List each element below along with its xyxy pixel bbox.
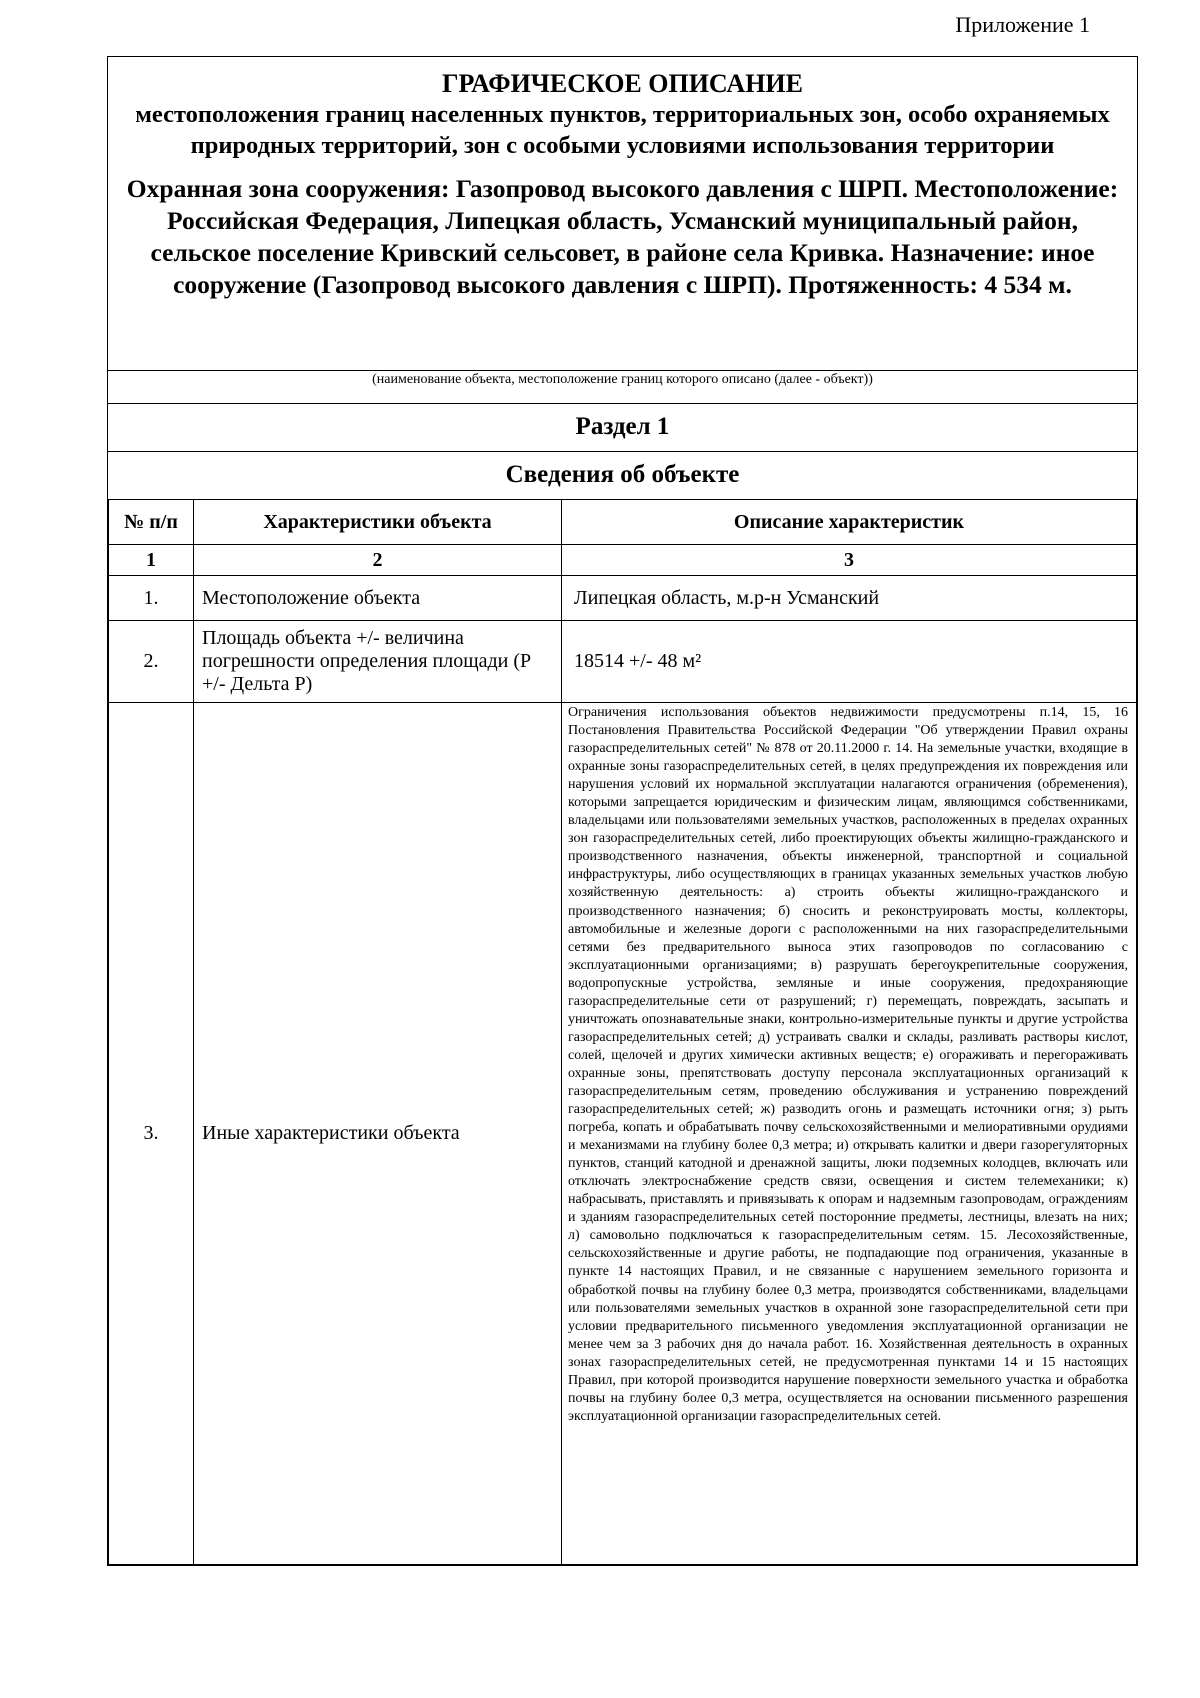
table-row — [109, 621, 1137, 703]
row-number: 1. — [109, 576, 194, 621]
column-header: Описание характеристик — [562, 500, 1137, 545]
column-number: 3 — [562, 545, 1137, 576]
object-table — [108, 499, 1137, 1565]
table-header-row — [109, 500, 1137, 545]
column-header: № п/п — [109, 500, 194, 545]
column-number-row — [109, 545, 1137, 576]
row-description: Липецкая область, м.р-н Усманский — [562, 576, 1137, 621]
row-description: Ограничения использования объектов недвижимости предусмотрены п.14, 15, 16 Постановления Правительства Российской Федерации "Об утверждении Правил охраны газораспределительных сетей" № 878 от 20.11.2000 г. 14. На земельные участки, входящие в охранные зоны газораспределительных сетей, в целях предупреждения их повреждения или нарушения условий их нормальной эксплуатации налагаются ограничения (обременения), которыми запрещается юридическим и физическим лицам, являющимся собственниками, владельцами или пользователями земельных участков, расположенных в пределах охранных зон газораспределительных сетей, либо проектирующих объекты жилищно-гражданского и производственного назначения, объекты инженерной, транспортной и социальной инфраструктуры, либо осуществляющих в границах указанных земельных участков любую хозяйственную деятельность: а) строить объекты жилищно-гражданского и производственного назначения; б) сносить и реконструировать мосты, коллекторы, автомобильные и железные дороги с расположенными на них газораспределительными сетями без предварительного выноса этих газопроводов по согласованию с эксплуатационными организациями; в) разрушать берегоукрепительные сооружения, водопропускные устройства, земляные и иные сооружения, предохраняющие газораспределительные сети от разрушений; г) перемещать, повреждать, засыпать и уничтожать опознавательные знаки, контрольно-измерительные пункты и другие устройства газораспределительных сетей; д) устраивать свалки и склады, разливать растворы кислот, солей, щелочей и других химически активных веществ; е) огораживать и перегораживать охранные зоны, препятствовать доступу персонала эксплуатационных организаций к газораспределительным сетям, проведению обслуживания и устранению повреждений газораспределительных сетей; ж) разводить огонь и размещать источники огня; з) рыть погреба, копать и обрабатывать почву сельскохозяйственными и мелиоративными орудиями и механизмами на глубину более 0,3 метра; и) открывать калитки и двери газорегуляторных пунктов, станций катодной и дренажной защиты, люки подземных колодцев, включать или отключать электроснабжение средств связи, освещения и систем телемеханики; к) набрасывать, приставлять и привязывать к опорам и надземным газопроводам, ограждениям и зданиям газораспределительных сетей посторонние предметы, лестницы, влезать на них; л) самовольно подключаться к газораспределительным сетям. 15. Лесохозяйственные, сельскохозяйственные и другие работы, не подпадающие под ограничения, указанные в пункте 14 настоящих Правил, и не связанные с нарушением земельного горизонта и обработкой почвы на глубину более 0,3 метра, производятся собственниками, владельцами или пользователями земельных участков в охранной зоне газораспределительной сети при условии предварительного письменного уведомления эксплуатационной организации не менее чем за 3 рабочих дня до начала работ. 16. Хозяйственная деятельность в охранных зонах газораспределительных сетей, не предусмотренная пунктами 14 и 15 настоящих Правил, при которой производится нарушение поверхности земельного участка и обработка почвы на глубину более 0,3 метра, осуществляется на основании письменного разрешения эксплуатационной организации газораспределительных сетей. — [562, 703, 1137, 1565]
row-description: 18514 +/- 48 м² — [562, 621, 1137, 703]
appendix-label: Приложение 1 — [955, 12, 1090, 37]
section-title: Раздел 1 — [575, 413, 670, 440]
row-characteristic: Иные характеристики объекта — [194, 703, 562, 1565]
row-characteristic: Местоположение объекта — [194, 576, 562, 621]
column-number: 2 — [194, 545, 562, 576]
column-header: Характеристики объекта — [194, 500, 562, 545]
row-number: 3. — [109, 703, 194, 1565]
table-row — [109, 576, 1137, 621]
document-header — [108, 57, 1137, 370]
row-characteristic: Площадь объекта +/- величина погрешности определения площади (Р +/- Дельта Р) — [194, 621, 562, 703]
section-subtitle: Сведения об объекте — [505, 461, 740, 488]
document-subtitle: местоположения границ населенных пунктов, территориальных зон, особо охраняемых природных территорий, зон с особыми условиями использования территории — [135, 101, 1110, 159]
column-number: 1 — [109, 545, 194, 576]
object-description: Охранная зона сооружения: Газопровод высокого давления с ШРП. Местоположение: Российская Федерация, Липецкая область, Усманский муниципальный район, сельское поселение Кривский сельсовет, в районе села Кривка. Назначение: иное сооружение (Газопровод высокого давления с ШРП). Протяженность: 4 534 м. — [126, 174, 1119, 299]
object-caption: (наименование объекта, местоположение границ которого описано (далее - объект)) — [372, 372, 873, 387]
row-number: 2. — [109, 621, 194, 703]
table-row — [109, 703, 1137, 1565]
document-frame — [107, 56, 1138, 1566]
document-title: ГРАФИЧЕСКОЕ ОПИСАНИЕ — [442, 69, 803, 98]
